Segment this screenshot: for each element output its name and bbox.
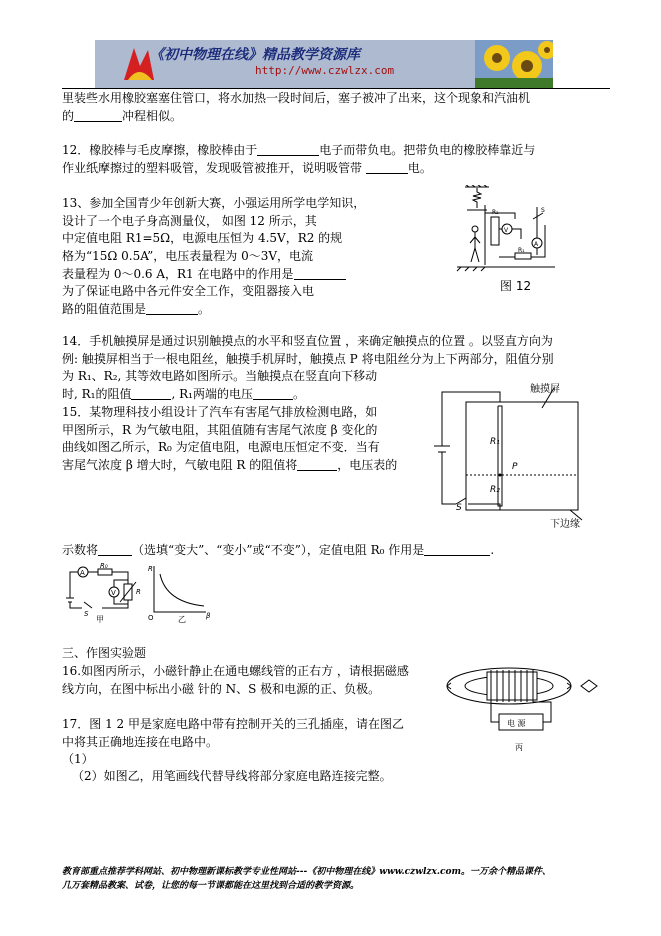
q15-line1: 15．某物理科技小组设计了汽车有害尾气排放检测电路，如	[62, 405, 378, 419]
q17-line1: 17．图 1 2 甲是家庭电路中带有控制开关的三孔插座，请在图乙	[62, 717, 404, 731]
q13-line6: 为了保证电路中各元件安全工作，变阻器接入电	[62, 284, 315, 298]
q15-graph-r-label: R	[148, 565, 153, 573]
q13-line7: 路的阻值范围是 。	[62, 302, 211, 316]
fig12-r2-label: R₂	[492, 209, 499, 216]
q12-blank-2[interactable]	[366, 161, 408, 174]
touchscreen-r2-label: R₂	[490, 485, 500, 495]
q13-line3: 中定值电阻 R1=5Ω，电源电压恒为 4.5V，R2 的规	[62, 231, 343, 245]
q12-line1: 12．橡胶棒与毛皮摩擦，橡胶棒由于 电子而带负电。把带负电的橡胶棒靠近与	[62, 143, 536, 157]
footer-line2: 几万套精品教案、试卷，让您的每一节课都能在这里找到合适的教学资源。	[62, 881, 360, 891]
q16-line2: 线方向，在图中标出小磁 针的 N、S 极和电源的正、负极。	[62, 682, 381, 696]
fig12-r1-label: R₁	[518, 247, 525, 254]
fig12-a-label: A	[534, 241, 539, 248]
solenoid-bing-label: 丙	[515, 743, 523, 752]
q13-blank-2[interactable]	[146, 302, 198, 315]
q15-ammeter-label: A	[80, 569, 85, 577]
q14-blank-1[interactable]	[131, 387, 171, 400]
solenoid-figure	[445, 650, 605, 760]
q15-blank-2[interactable]	[98, 543, 132, 556]
q15-r-label: R	[136, 588, 141, 596]
q15-voltmeter-label: V	[111, 589, 116, 597]
q13-blank-1[interactable]	[294, 267, 346, 280]
q15-blank-3[interactable]	[424, 543, 490, 556]
touchscreen-edge-label: 下边缘	[550, 519, 580, 528]
q14-line4: 时, R₁的阻值 , R₁两端的电压 。	[62, 387, 305, 401]
q13-line1: 13、参加全国青少年创新大赛，小强运用所学电学知识，	[62, 196, 366, 210]
q13-line2: 设计了一个电子身高测量仪， 如图 12 所示，其	[62, 214, 317, 228]
touchscreen-outline	[466, 402, 578, 510]
touchscreen-p-label: P	[512, 462, 518, 472]
touchscreen-s-label: S	[456, 503, 462, 513]
banner-title: 《初中物理在线》精品教学资源库	[150, 47, 360, 63]
q15-beta-label: β	[206, 612, 211, 620]
q17-sub2: （2）如图乙，用笔画线代替导线将部分家庭电路连接完整。	[72, 769, 392, 783]
q11-line2: 的 冲程相似。	[62, 109, 183, 123]
q15-blank-1[interactable]	[297, 458, 337, 471]
q12-line2: 作业纸摩擦过的塑料吸管，发现吸管被推开，说明吸管带 电。	[62, 161, 432, 175]
q15-r0-label: R₀	[100, 562, 108, 570]
q11-blank[interactable]	[74, 109, 122, 122]
q13-line5: 表量程为 0～0.6 A，R1 在电路中的作用是	[62, 266, 346, 282]
touchscreen-label: 触摸屏	[530, 384, 560, 395]
q15-line5: 示数将 （选填“变大”、“变小”或“不变”），定值电阻 R₀ 作用是 .	[62, 543, 495, 557]
q15-yi-label: 乙	[178, 615, 186, 624]
banner-url: http://www.czwlzx.com	[255, 64, 395, 77]
solenoid-source-label: 电 源	[507, 719, 526, 728]
q17-line2: 中将其正确地连接在电路中。	[62, 735, 219, 749]
fig12-s-label: S	[541, 207, 545, 214]
q16-line1: 16.如图丙所示，小磁针静止在通电螺线管的正右方 ，请根据磁感	[62, 664, 409, 678]
touchscreen-circuit-figure	[430, 378, 595, 528]
q15-graph-origin-label: O	[148, 614, 154, 622]
sunflower-icon	[475, 40, 553, 88]
q15-line3: 曲线如图乙所示，R₀ 为定值电阻，电源电压恒定不变．当有	[62, 440, 380, 454]
section-3-title: 三、作图实验题	[62, 646, 147, 660]
q17-sub1: （1）	[62, 752, 94, 766]
q14-line1: 14．手机触摸屏是通过识别触摸点的水平和竖直位置 ，来确定触摸点的位置 。以竖直方向为	[62, 334, 553, 348]
r2-resistor	[491, 217, 499, 245]
q12-blank-1[interactable]	[257, 143, 319, 156]
figure-12-caption: 图 12	[500, 279, 532, 293]
figure-12-height-meter	[455, 185, 557, 280]
q15-line4: 害尾气浓度 β 增大时，气敏电阻 R 的阻值将 ，电压表的	[62, 458, 398, 472]
q11-line1: 里装些水用橡胶塞塞住管口，将水加热一段时间后，塞子被冲了出来，这个现象和汽油机	[62, 91, 531, 105]
footer-line1: 教育部重点推荐学科网站、初中物理新课标教学专业性网站---《初中物理在线》www.czwlzx.com。一万余个精品课件、	[62, 867, 552, 877]
fig12-v-label: V	[504, 227, 509, 234]
header-rule	[62, 88, 610, 89]
q14-line2: 例: 触摸屏相当于一根电阻丝，触摸手机屏时，触摸点 P 将电阻丝分为上下两部分，阻值分别	[62, 352, 554, 366]
q14-line3: 为 R₁、R₂, 其等效电路如图所示。当触摸点在竖直向下移动	[62, 369, 378, 383]
q15-s-label: S	[84, 610, 89, 618]
q15-jia-label: 甲	[96, 615, 104, 624]
touchscreen-r1-label: R₁	[490, 437, 500, 447]
q15-line2: 甲图所示，R 为气敏电阻，其阻值随有害尾气浓度 β 变化的	[62, 423, 378, 437]
q15-figures	[62, 562, 216, 624]
q13-line4: 格为“15Ω 0.5A”，电压表量程为 0～3V，电流	[62, 249, 314, 263]
q14-blank-2[interactable]	[253, 387, 293, 400]
